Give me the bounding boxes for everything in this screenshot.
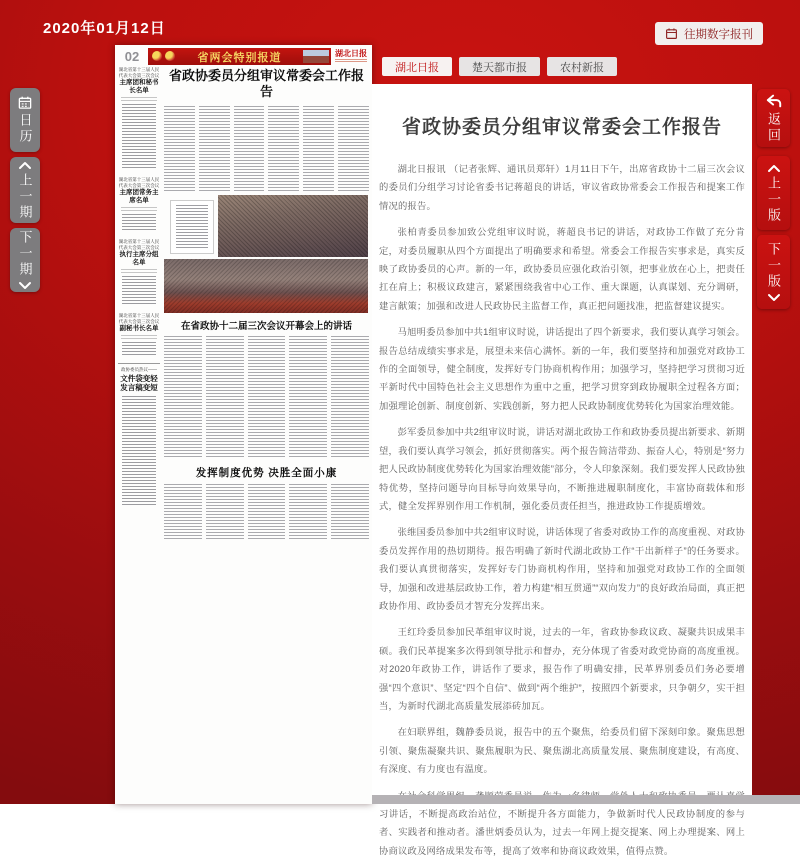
back-button-label: 返回 [766,111,781,144]
list-item: 湖北省第十三届人民代表大会第三次会议 副秘书长名单 [118,313,160,356]
fake-text-column [331,484,369,540]
list-item: 湖北省第十三届人民代表大会第三次会议 主席团常务主席名单 [118,177,160,232]
prev-issue-button[interactable] [10,157,40,223]
article-paragraph: 王红玲委员参加民革组审议时说，过去的一年，省政协参政议政、凝聚共识成果丰硕。我们民革提案多次得到领导批示和督办，充分体现了省委对政党协商的高度重视。对2020年政协工作，讲话作了要求，报告作了明确安排，民革界别委员们务必要增强“四个意识”、坚定“四个自信”、做到“两个维护”，按照四个新要求，只争朝夕，实干担当，为新时代湖北高质量发展添砖加瓦。 [379,627,745,711]
page-number: 02 [124,49,140,64]
conference-photo [164,259,368,313]
prev-issue-label: 上一期 [17,172,33,221]
fake-text-column [164,106,195,192]
article-body [372,160,752,860]
article-title: 省政协委员分组审议常委会工作报告 [401,117,722,138]
left-column [118,67,160,540]
article-paragraph: 湖北日报讯 （记者张辉、通讯员郑轩）1月11日下午，出席省政协十二届三次会议的委员们分组学习讨论省委书记蒋超良的讲话，审议省政协常委会工作报告和提案工作情况的报告。 [379,164,745,211]
article-paragraph: 彭军委员参加中共2组审议时说，讲话对湖北政协工作和政协委员提出新要求、新期望，我们要认真学习领会，抓好贯彻落实。两个报告简洁带劲、振奋人心，特别是“努力把人民政协制度优势转化为国家治理效能”部分，令人印象深刻。我们要发挥人民政协独特优势，坚持问题导向目标导向效果导向，不断推进履职制度化，丰富协商载体和形式，健全发挥界别作用工作机制，强化委员责任担当，推进政协工作提质增效。 [379,427,745,511]
fake-text-column [122,276,156,306]
fake-text-column [206,336,244,458]
tab-chutian-metropolis-daily[interactable]: 楚天都市报 [459,57,540,76]
fake-text-column [234,106,265,192]
chevron-up-icon [17,160,33,170]
return-arrow-icon [765,93,783,109]
fake-text-block [164,484,369,540]
calendar-icon [17,95,33,110]
fake-text-column [289,336,327,458]
chevron-up-icon [766,163,782,173]
fake-text-column [338,106,369,192]
article-paragraph: 习讲话，不断提高政治站位，不断提升各方面能力，争做新时代人民政协制度的参与者、实践者和推动者。潘世炳委员认为，过去一年网上提交提案、网上办理提案、网上协商议政及网络成果发布等，提高了效率和协商议政效果，值得点赞。 [379,809,745,856]
calendar-button[interactable] [10,88,40,152]
banner-title: 省两会特别报道 [197,51,282,64]
fake-text-column [199,106,230,192]
main-column [160,67,369,540]
fake-text-column [122,104,156,170]
newspaper-page-thumbnail[interactable] [115,45,372,804]
fake-text-block [164,106,369,192]
fake-text-column [122,342,156,356]
article-paragraph: 张维国委员参加中共2组审议时说，讲话体现了省委对政协工作的高度重视、对政协委员发挥作用的热切期待。报告明确了新时代湖北政协工作“干出新样子”的任务要求。我们要认真贯彻落实，发挥好专门协商机构作用，坚持和加强党对政协工作的全面领导，加强和改进基层政协工作，着力构建“相互贯通”“双向发力”的良好政治局面，真正把政协作用、政协委员才智充分发挥出来。 [379,527,745,611]
tab-hubei-daily[interactable]: 湖北日报 [382,57,452,76]
fake-text-column [164,336,202,458]
bottom-divider [372,795,800,804]
article-panel [372,84,752,856]
masthead-name: 湖北日报 [335,49,367,58]
special-report-banner [148,48,331,65]
fake-text-column [331,336,369,458]
archive-button-label: 往期数字报刊 [684,28,753,41]
masthead [333,48,369,65]
emblem-icon [165,51,175,61]
next-page-button[interactable] [757,235,790,309]
chevron-down-icon [17,281,33,291]
newspaper-headline: 省政协委员分组审议常委会工作报告 [168,68,364,99]
article-paragraph: 张柏青委员参加致公党组审议时说，蒋超良书记的讲话，对政协工作做了充分肯定，对委员履职从四个方面提出了明确要求和希望。常委会工作报告实事求是，真实反映了政协委员的心声。新的一年，政协委员应强化政治引领，把事业放在心上，把责任扛在肩上；积极议政建言，紧紧围绕我省中心工作、重大课题，认真谋划、充分调研，建言献策；加强和改进人民政协民主监督工作，真正把问题找准，把监督建议提实。 [379,227,745,311]
calendar-icon [665,27,678,40]
photo-caption-box [170,200,214,254]
chevron-down-icon [766,293,782,303]
fake-text-block [164,336,369,458]
speech-headline: 在省政协十二届三次会议开幕会上的讲话 [180,322,352,332]
great-hall-photo [303,50,329,63]
emblem-icon [152,51,162,61]
fake-text-line [121,207,157,212]
fake-text-column [122,214,156,232]
calendar-button-label: 日历 [17,113,33,145]
next-issue-label: 下一期 [17,229,33,278]
fake-text-column [289,484,327,540]
fake-text-line [121,269,157,274]
tab-rural-news[interactable]: 农村新报 [547,57,617,76]
newspaper-body [115,67,372,540]
fake-text-column [176,205,208,249]
fake-text-column [164,484,202,540]
newspaper-masthead-row [118,48,369,65]
fake-text-line [121,335,157,340]
prev-page-button[interactable] [757,156,790,230]
fake-text-line [121,97,157,102]
list-item: 湖北省第十三届人民代表大会第三次会议 主席团和秘书长名单 [118,67,160,170]
conference-photo [218,195,368,257]
fake-text-column [248,336,286,458]
article-paragraph: 在妇联界组，魏静委员说，报告中的五个聚焦，给委员们留下深刻印象。聚焦思想引领、聚焦凝聚共识、聚焦履职为民、聚焦湖北高质量发展、聚焦制度建设，有高度、有深度、有力度也有温度。 [379,727,745,775]
article-paragraph: 马旭明委员参加中共1组审议时说，讲话提出了四个新要求，我们要认真学习领会。报告总结成绩实事求是，展望未来信心满怀。新的一年，我们要坚持和加强党对政协工作的全面领导，健全制度，发挥好专门协商机构作用；加强学习，坚持把学习贯彻习近平新时代中国特色社会主义思想作为重中之重，把学习贯穿到政协履职全过程各方面；加强理论创新、制度创新、实践创新，努力把人民政协制度优势转化为国家治理效能。 [379,327,745,411]
prev-page-label: 上一版 [766,175,781,224]
fake-text-column [122,396,156,506]
conference-photos [164,195,369,313]
institutional-advantage-headline: 发挥制度优势 决胜全面小康 [195,468,338,479]
issue-date: 2020年01月12日 [43,20,166,37]
fake-text-column [248,484,286,540]
paper-tabs [382,57,617,76]
fake-text-column [303,106,334,192]
next-issue-button[interactable] [10,228,40,292]
fake-text-column [206,484,244,540]
list-item: 政协委员热议—— 文件袋变轻 发言稿变短 [118,363,160,506]
list-item: 湖北省第十三届人民代表大会第三次会议 执行主席分组名单 [118,239,160,306]
archive-button[interactable] [655,22,763,45]
next-page-label: 下一版 [766,241,781,290]
masthead-dateline [335,59,367,63]
back-button[interactable] [757,89,790,147]
fake-text-column [268,106,299,192]
